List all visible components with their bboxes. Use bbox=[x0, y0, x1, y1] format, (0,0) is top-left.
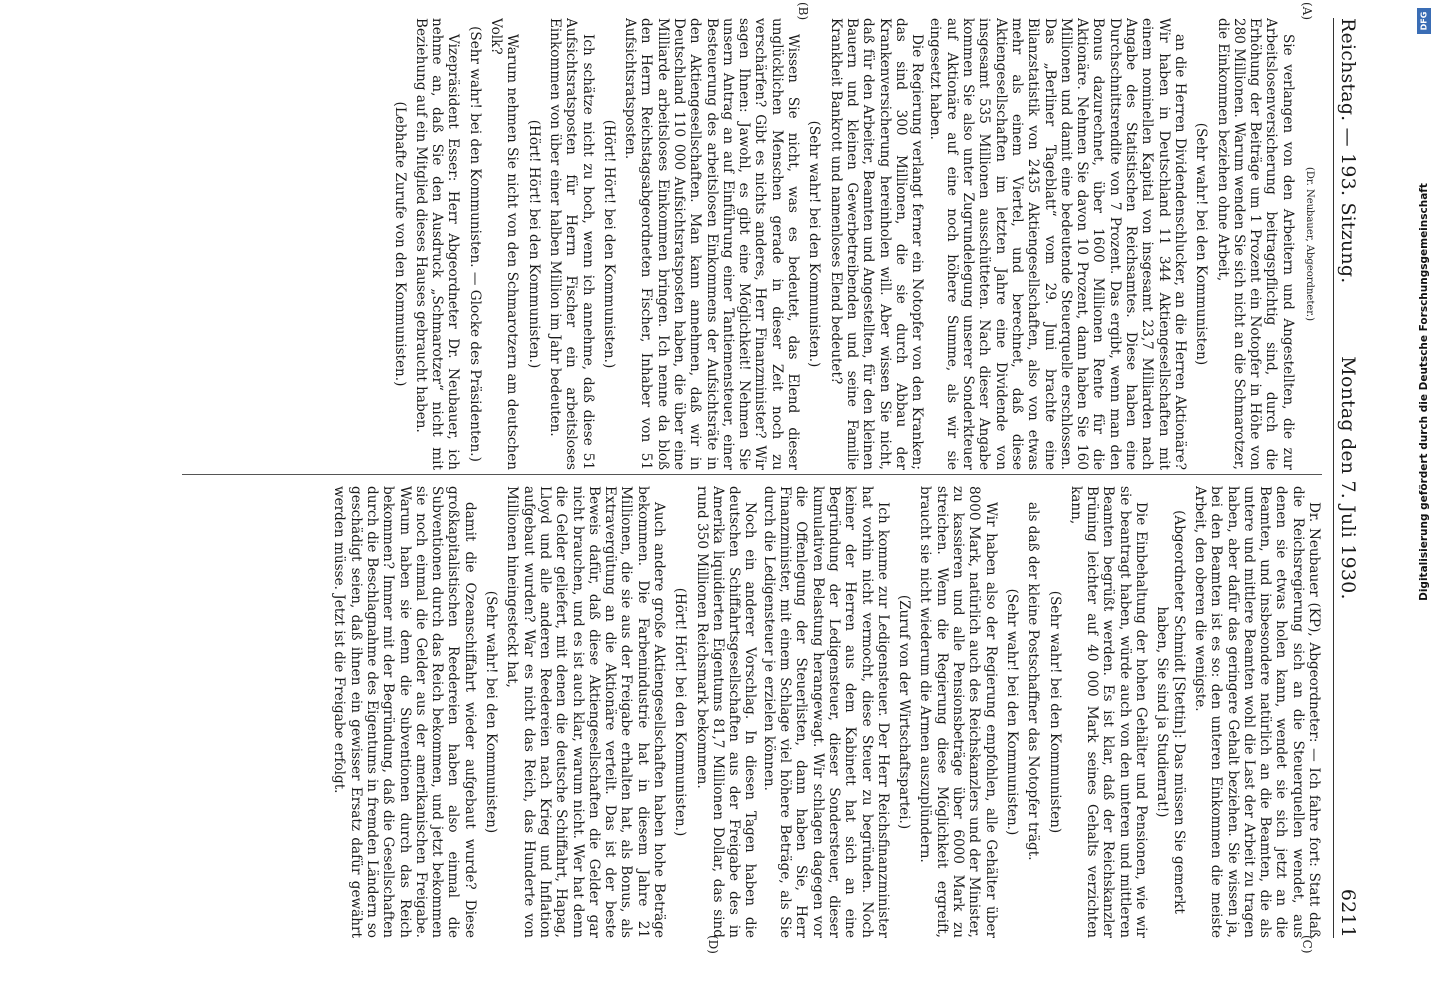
interjection: (Abgeordneter Schmidt [Stettin]: Das müssen Sie gemerkt haben, Sie sind ja Studienrat!) bbox=[1154, 510, 1187, 914]
interjection: (Hört! Hört! bei den Kommunisten.) bbox=[600, 119, 617, 369]
left-text-column bbox=[182, 18, 1322, 470]
paragraph: an die Herren Dividendenschlucker, an die Herren Aktionäre? Wir haben in Deutschland 11 344 Aktiengesellschaften mit einem nominellen Kapital von insgesamt 23,7 Milliarden nach Angabe des Statistischen Reichsamtes. Diese haben eine Durchschnittsrendite von 7 Prozent. Das ergibt, wenn man den Bonus dazurechnet, über 1600 Millionen Rente für die Aktionäre. Nehmen Sie davon 10 Prozent, dann haben Sie 160 Millionen und damit eine bedeutende Steuerquelle erschlossen. Das „Berliner Tageblatt“ vom 29. Juni brachte eine Bilanzstatistik von 2435 Aktiengesellschaften, also von etwas mehr als einem Viertel, und berechnet, daß diese Aktiengesellschaften im letzten Jahre eine Dividende von insgesamt 535 Millionen ausschütteten. Nach dieser Angabe kommen Sie also unter Zugrundelegung unserer Sonderkteuer auf Aktionäre auf eine noch höhere Summe, als wir sie eingesetzt haben. bbox=[927, 18, 1188, 470]
paragraph: Wissen Sie nicht, was es bedeutet, das Elend dieser unglücklichen Menschen gerade in dieser Zeit noch zu verschärfen? Gibt es nichts anderes, Herr Finanzminister? Wir sagen Ihnen: Jawohl, es gibt eine Möglichkeit! Nehmen Sie unsern Antrag an auf Einführung einer Tantiemensteuer, einer Besteuerung des arbeitslosen Einkommens der Aufsichtsräte in den Aktiengesellschaften. Man kann annehmen, daß wir in Deutschland 110 000 Aufsichtsratsposten haben, die über eine Milliarde arbeitsloses Einkommen bringen. Ich nenne da bloß den Herrn Reichstagsabgeordneten Fischer, Inhaber von 51 Aufsichtsratsposten. bbox=[622, 18, 802, 470]
paragraph: Vizepräsident Esser: Herr Abgeordneter Dr. Neubauer, ich nehme an, daß Sie den Ausdruck „Schmarotzer“ nicht mit Beziehung auf ein Mitglied dieses Hauses gebraucht haben. bbox=[412, 18, 462, 470]
interjection: (Hört! Hört! bei den Kommunisten.) bbox=[525, 119, 542, 369]
paragraph: Sie verlangen von den Arbeitern und Angestellten, die zur Arbeitslosenversicherung beitragspflichtig sind, durch die Erhöhung der Beiträge um 1 Prozent ein Notopfer in Höhe von 280 Millionen. Warum wenden Sie sich nicht an die Schmarotzer, die Einkommen beziehen ohne Arbeit, bbox=[1214, 18, 1296, 470]
interjection: (Zuruf von der Wirtschaftspartei.) bbox=[896, 594, 913, 830]
interjection: (Lebhafte Zurufe von den Kommunisten.) bbox=[391, 101, 408, 387]
paragraph: Auch andere große Aktiengesellschaften haben hohe Beträge bekommen. Die Farbenindustrie hat in diesem Jahre 21 Millionen, die sie aus der Freigabe erhalten hat, als Bonus, als Extravergütung an die Aktionäre verteilt. Das ist der beste Beweis dafür, daß diese Aktiengesellschaften die Gelder gar nicht brauchen, und es ist auch klar, warum nicht. Wer hat denn die Gelder geliefert, mit denen die deutsche Schiffahrt, Hapag, Lloyd und alle anderen Reedereien nach Krieg und Inflation aufgebaut wurden? War es nicht das Reich, das Hunderte von Millionen hineingesteckt hat, bbox=[504, 486, 668, 938]
interjection: (Sehr wahr! bei den Kommunisten. — Glocke des Präsidenten.) bbox=[466, 26, 483, 462]
paragraph: als daß der kleine Postschaffner das Notopfer trägt. bbox=[1025, 502, 1042, 861]
rotated-document-page bbox=[100, 0, 1410, 955]
running-header bbox=[1333, 18, 1360, 938]
digitization-credit-strip bbox=[1414, 0, 1434, 1000]
paragraph: Ich schätze nicht zu hoch, wenn ich annehme, daß diese 51 Aufsichtsratsposten für Herrn Fischer ein arbeitsloses Einkommen von über einer halben Million im Jahr bedeuten. bbox=[546, 18, 596, 470]
margin-marker-c: (C) bbox=[1300, 935, 1314, 954]
paragraph: damit die Ozeanschiffahrt wieder aufgebaut wurde? Diese großkapitalistischen Reedereien haben also einmal die Subventionen durch das Reich bekommen, und jetzt bekommen sie noch einmal die Gelder aus der amerikanischen Freigabe. Warum haben sie denn die Subventionen durch das Reich bekommen? Immer mit der Begründung, daß die Gesellschaften durch die Beschlagnahme des Eigentums in fremden Ländern so geschädigt seien, daß ihnen ein gewisser Ersatz dafür gewährt werden müsse. Jetzt ist die Freigabe erfolgt. bbox=[331, 486, 478, 938]
paragraph: Noch ein anderer Vorschlag. In diesen Tagen haben die deutschen Schiffahrtsgesellschaften aus der Freigabe des in Amerika liquidierten Eigentums 81,7 Millionen Dollar, das sind rund 350 Millionen Reichsmark bekommen. bbox=[693, 486, 759, 938]
column-divider bbox=[182, 474, 1322, 475]
header-session: Reichstag. — 193. Sitzung. bbox=[1337, 18, 1359, 284]
header-date: Montag den 7. Juli 1930. bbox=[1337, 356, 1359, 600]
paragraph: Wir haben also der Regierung empfohlen, alle Gehälter über 8000 Mark, natürlich auch des Reichskanzlers und der Minister, zu kassieren und alle Pensionsbeträge über 6000 Mark zu streichen. Wenn die Regierung diese Möglichkeit ergreift, braucht sie nicht wiederum die Armen auszuplündern. bbox=[917, 486, 999, 938]
paragraph: Dr. Neubauer (KP), Abgeordneter: — Ich fahre fort: Statt daß die Reichsregierung sich an die Steuerquellen wendet, aus denen sie etwas holen kann, wendet sie sich jetzt an die Beamten, und insbesondere natürlich an die Beamten, die als untere und mittlere Beamten wohl die Last der Arbeit zu tragen haben, aber dafür das geringere Gehalt beziehen. Sie wissen ja, bei den Beamten ist es so: den unteren Einkommen die meiste Arbeit, den oberen die wenigste. bbox=[1191, 486, 1322, 938]
digitization-credit-text: Digitalisierung gefördert durch die Deutsche Forschungsgemeinschaft bbox=[1418, 183, 1430, 601]
interjection: (Sehr wahr! bei den Kommunisten) bbox=[1193, 122, 1210, 366]
header-page-number: 6211 bbox=[1337, 888, 1359, 938]
paragraph: Ich komme zur Ledigensteuer. Der Herr Reichsfinanzminister hat vorhin nicht vermocht, diese Steuer zu begründen. Noch keiner der Herren aus dem Kabinett hat sich an eine Begründung der Ledigensteuer, dieser Sondersteuer, dieser kumulativen Belastung herangewagt. Wir schlagen dagegen vor die Offenlegung der Steuerlisten, dann haben Sie, Herr Finanzminister, mit einem Schlage viel höhere Beträge, als Sie durch die Ledigensteuer je erzielen können. bbox=[760, 486, 891, 938]
dfg-logo: DFG bbox=[1417, 8, 1431, 34]
interjection: (Sehr wahr! bei den Kommunisten) bbox=[1046, 590, 1063, 834]
paragraph: Warum nehmen Sie nicht von den Schmarotzern am deutschen Volk? bbox=[488, 18, 521, 470]
margin-marker-d: (D) bbox=[706, 935, 720, 954]
interjection: (Sehr wahr! bei den Kommunisten) bbox=[483, 590, 500, 834]
interjection: (Sehr wahr! bei den Kommunisten.) bbox=[806, 120, 823, 368]
interjection: (Sehr wahr! bei den Kommunisten.) bbox=[1003, 588, 1020, 836]
interjection: (Hört! Hört! bei den Kommunisten.) bbox=[672, 587, 689, 837]
margin-marker-b: (B) bbox=[796, 2, 810, 21]
paragraph: Die Einbehaltung der hohen Gehälter und Pensionen, wie wir sie beantragt haben, würde auch von den unteren und mittleren Beamten begrüßt werden. Es ist klar, daß der Reichskanzler Brüning leichter auf 40 000 Mark seines Gehalts verzichten kann, bbox=[1067, 486, 1150, 938]
paragraph: Die Regierung verlangt ferner ein Notopfer von den Kranken; das sind 300 Millionen, die sie durch Abbau der Krankenversicherung hereinholen will. Aber wissen Sie nicht, daß für den Arbeiter, Beamten und Angestellten, für den kleinen Bauern und kleinen Gewerbetreibenden und seine Familie Krankheit Bankrott und namenloses Elend bedeutet? bbox=[827, 18, 926, 470]
margin-marker-a: (A) bbox=[1300, 2, 1314, 21]
right-text-column bbox=[182, 486, 1322, 938]
speaker-tag: (Dr. Neubauer, Abgeordneter.) bbox=[1304, 166, 1315, 322]
